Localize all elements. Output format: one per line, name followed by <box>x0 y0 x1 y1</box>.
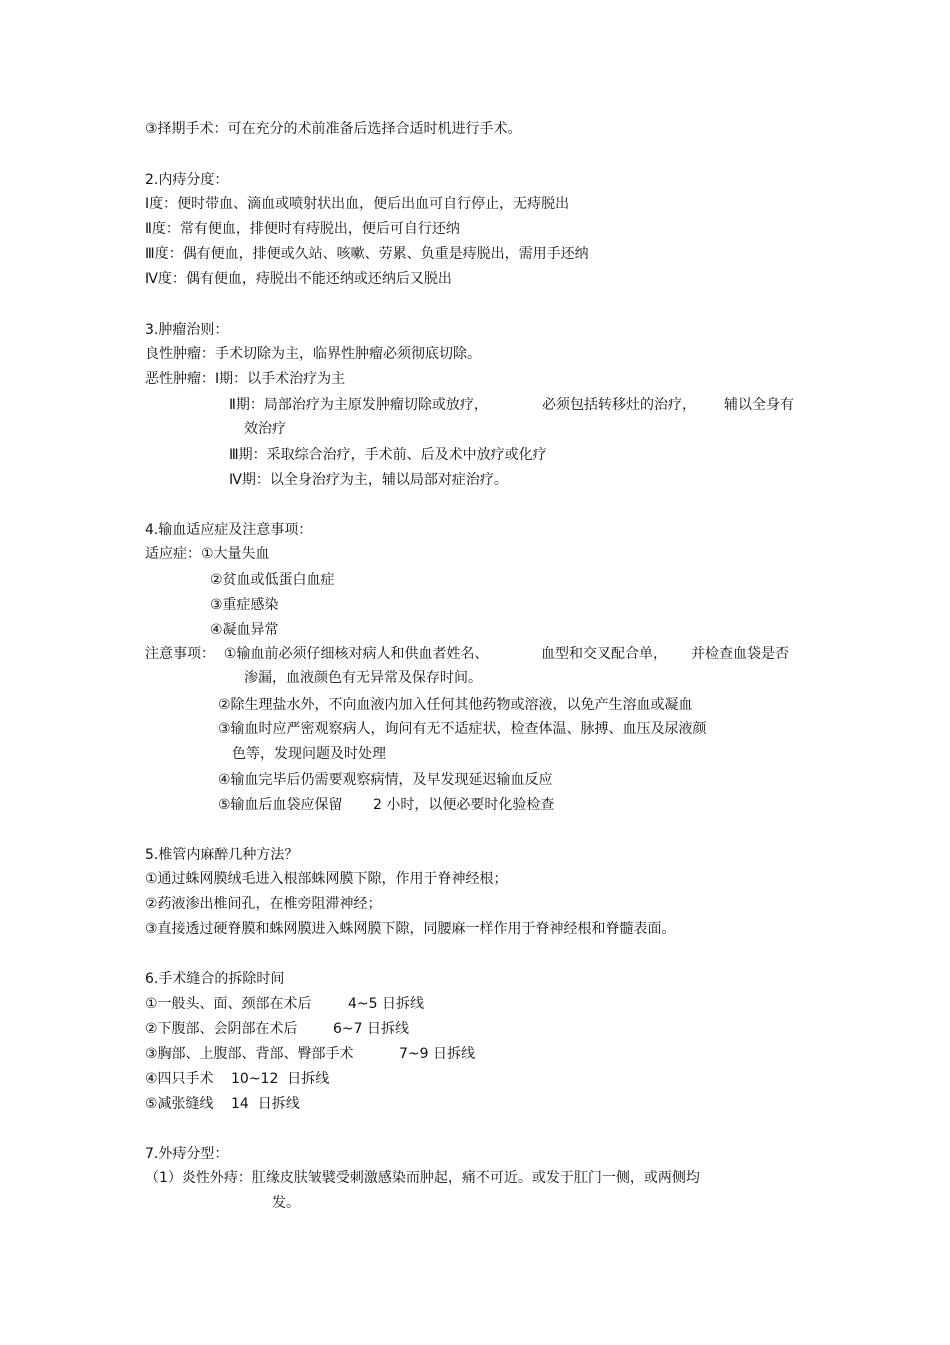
suture-removal-4-days: 10~12 日拆线 <box>231 1071 330 1087</box>
malignant-stage-3: Ⅲ期：采取综合治疗，手术前、后及术中放疗或化疗 <box>229 447 547 463</box>
elective-surgery-line: ③择期手术：可在充分的术前准备后选择合适时机进行手术。 <box>145 121 522 137</box>
suture-removal-1-days: 4~5 日拆线 <box>348 996 424 1012</box>
precaution-1-part-a: 注意事项： ①输血前必须仔细核对病人和供血者姓名、 <box>145 646 489 662</box>
hemorrhoid-grade-3: Ⅲ度：偶有便血，排便或久站、咳嗽、劳累、负重是痔脱出，需用手还纳 <box>145 246 589 262</box>
anesthesia-method-3: ③直接透过硬脊膜和蛛网膜进入蛛网膜下隙，同腰麻一样作用于脊神经根和脊髓表面。 <box>145 921 676 937</box>
suture-removal-2-label: ②下腹部、会阴部在术后 <box>145 1021 298 1037</box>
anesthesia-method-1: ①通过蛛网膜绒毛进入根部蛛网膜下隙，作用于脊神经根； <box>145 871 508 887</box>
section-6-heading: 6.手术缝合的拆除时间 <box>145 971 285 987</box>
malignant-stage-2-cont: 效治疗 <box>244 421 286 437</box>
section-5-heading: 5.椎管内麻醉几种方法？ <box>145 847 299 863</box>
precaution-1-cont: 渗漏，血液颜色有无异常及保存时间。 <box>244 670 482 686</box>
suture-removal-3-label: ③胸部、上腹部、背部、臀部手术 <box>145 1046 354 1062</box>
malignant-stage-2-part-a: Ⅱ期：局部治疗为主原发肿瘤切除或放疗， <box>229 397 488 413</box>
malignant-stage-1: 恶性肿瘤：Ⅰ期：以手术治疗为主 <box>145 371 346 387</box>
suture-removal-5-days: 14 日拆线 <box>231 1096 300 1112</box>
suture-removal-4-label: ④四只手术 <box>145 1071 214 1087</box>
malignant-stage-4: Ⅳ期：以全身治疗为主，辅以局部对症治疗。 <box>229 472 508 488</box>
hemorrhoid-grade-4: Ⅳ度：偶有便血，痔脱出不能还纳或还纳后又脱出 <box>145 271 452 287</box>
benign-tumor-line: 良性肿瘤：手术切除为主，临界性肿瘤必须彻底切除。 <box>145 346 481 362</box>
indication-1: 适应症：①大量失血 <box>145 546 270 562</box>
malignant-stage-2-part-b: 必须包括转移灶的治疗， <box>542 397 696 413</box>
section-3-heading: 3.肿瘤治则： <box>145 322 229 338</box>
hemorrhoid-grade-1: Ⅰ度：便时带血、滴血或喷射状出血，便后出血可自行停止，无痔脱出 <box>145 196 570 212</box>
indication-2: ②贫血或低蛋白血症 <box>210 572 335 588</box>
suture-removal-5-label: ⑤减张缝线 <box>145 1096 214 1112</box>
external-hemorrhoid-type-1-cont: 发。 <box>272 1195 300 1211</box>
malignant-stage-2-part-c: 辅以全身有 <box>724 397 794 413</box>
precaution-5-part-b: 2 小时，以便必要时化验检查 <box>373 797 555 813</box>
indication-3: ③重症感染 <box>210 597 279 613</box>
external-hemorrhoid-type-1: （1）炎性外痔：肛缘皮肤皱襞受刺激感染而肿起，痛不可近。或发于肛门一侧，或两侧均 <box>145 1170 700 1186</box>
hemorrhoid-grade-2: Ⅱ度：常有便血，排便时有痔脱出，便后可自行还纳 <box>145 221 460 237</box>
precaution-3: ③输血时应严密观察病人，询问有无不适症状，检查体温、脉搏、血压及尿液颜 <box>218 721 707 737</box>
suture-removal-2-days: 6~7 日拆线 <box>333 1021 409 1037</box>
anesthesia-method-2: ②药液渗出椎间孔，在椎旁阻滞神经； <box>145 896 382 912</box>
precaution-4: ④输血完毕后仍需要观察病情，及早发现延迟输血反应 <box>218 772 553 788</box>
suture-removal-1-label: ①一般头、面、颈部在术后 <box>145 996 312 1012</box>
section-4-heading: 4.输血适应症及注意事项： <box>145 522 313 538</box>
precaution-3-cont: 色等，发现问题及时处理 <box>232 746 386 762</box>
precaution-1-part-b: 血型和交叉配合单， <box>541 646 667 662</box>
precaution-2: ②除生理盐水外，不向血液内加入任何其他药物或溶液，以免产生溶血或凝血 <box>218 697 693 713</box>
indication-4: ④凝血异常 <box>210 622 279 638</box>
section-2-heading: 2.内痔分度： <box>145 172 229 188</box>
precaution-5-part-a: ⑤输血后血袋应保留 <box>218 797 343 813</box>
section-7-heading: 7.外痔分型： <box>145 1146 229 1162</box>
precaution-1-part-c: 并检查血袋是否 <box>691 646 789 662</box>
suture-removal-3-days: 7~9 日拆线 <box>399 1046 475 1062</box>
